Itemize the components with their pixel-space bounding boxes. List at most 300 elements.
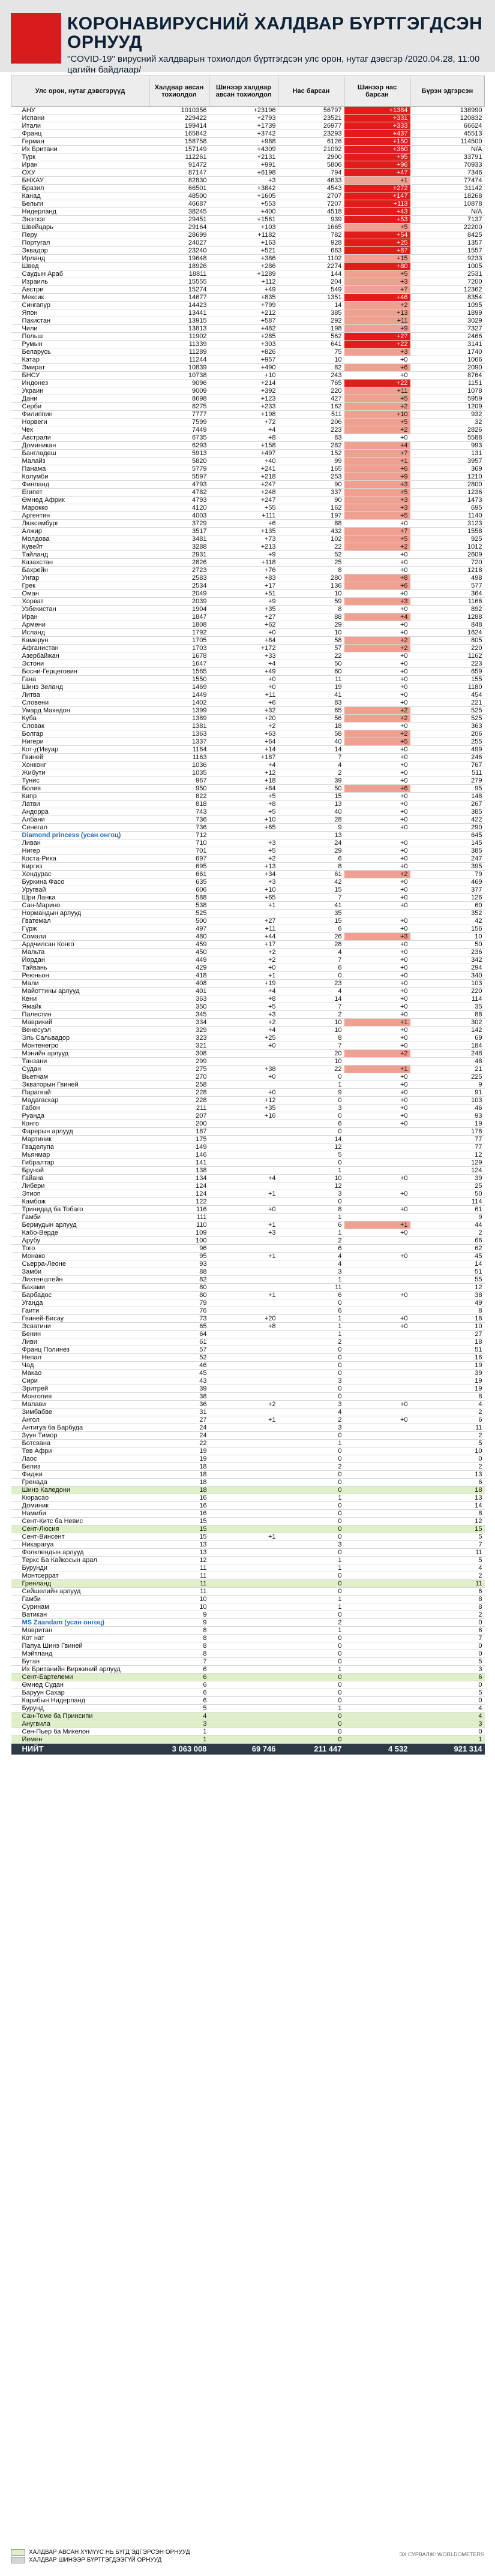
- cell-country: Парагвай: [11, 1089, 149, 1097]
- cell-recovered: 22200: [410, 224, 485, 231]
- cell-deaths: 2707: [278, 192, 344, 200]
- cell-country: Литва: [11, 691, 149, 699]
- cell-country: Гренланд: [11, 1580, 149, 1588]
- cell-cases: 9096: [149, 380, 209, 387]
- cell-recovered: 50: [410, 1190, 485, 1198]
- cell-new-cases: +247: [209, 496, 278, 504]
- cell-deaths: 0: [278, 1354, 344, 1362]
- cell-country: Филиппин: [11, 411, 149, 419]
- cell-country: Бермудын арлууд: [11, 1221, 149, 1229]
- table-row: [11, 1034, 485, 1042]
- cell-deaths: 2: [278, 1463, 344, 1471]
- cell-deaths: 26977: [278, 122, 344, 130]
- cell-new-deaths: +3: [344, 496, 410, 504]
- cell-country: Нидерланд: [11, 208, 149, 216]
- cell-new-cases: [209, 1081, 278, 1089]
- cell-new-deaths: +0: [344, 1323, 410, 1331]
- table-row: [11, 294, 485, 302]
- table-row: [11, 855, 485, 863]
- table-row: [11, 1525, 485, 1533]
- cell-cases: 1: [149, 1728, 209, 1736]
- cell-cases: 8: [149, 1642, 209, 1650]
- cell-new-cases: +0: [209, 1073, 278, 1081]
- cell-new-cases: [209, 910, 278, 917]
- cell-deaths: 50: [278, 660, 344, 668]
- table-row: [11, 1081, 485, 1089]
- cell-cases: 18: [149, 1479, 209, 1486]
- cell-country: Ямайк: [11, 1003, 149, 1011]
- table-row: [11, 1533, 485, 1541]
- cell-new-deaths: +22: [344, 341, 410, 348]
- cell-recovered: 70933: [410, 161, 485, 169]
- table-row: [11, 1416, 485, 1424]
- cell-recovered: 1005: [410, 263, 485, 270]
- cell-deaths: 0: [278, 1588, 344, 1596]
- cell-recovered: 11: [410, 1580, 485, 1588]
- cell-deaths: 2: [278, 769, 344, 777]
- cell-cases: 6293: [149, 442, 209, 450]
- cell-recovered: N/A: [410, 146, 485, 154]
- cell-deaths: 56797: [278, 107, 344, 115]
- cell-new-deaths: +0: [344, 1229, 410, 1237]
- cell-country: Румын: [11, 341, 149, 348]
- cell-country: Йемен: [11, 1736, 149, 1744]
- cell-country: Гибралтар: [11, 1159, 149, 1167]
- cell-cases: 45: [149, 1370, 209, 1377]
- table-row: [11, 325, 485, 333]
- table-row: [11, 956, 485, 964]
- cell-new-deaths: +0: [344, 1081, 410, 1089]
- table-row: [11, 528, 485, 535]
- cell-cases: 10: [149, 1603, 209, 1611]
- cell-new-cases: +5: [209, 1003, 278, 1011]
- cell-recovered: 7: [410, 1541, 485, 1549]
- cell-cases: 5: [149, 1705, 209, 1713]
- table-row: [11, 1198, 485, 1206]
- cell-country: Кени: [11, 995, 149, 1003]
- cell-deaths: 3: [278, 1541, 344, 1549]
- cell-deaths: 3: [278, 1424, 344, 1432]
- cell-deaths: 253: [278, 473, 344, 481]
- cell-new-cases: +4: [209, 988, 278, 995]
- cell-country: Diamond princess (усан онгоц): [11, 832, 149, 839]
- cell-recovered: 0: [410, 1728, 485, 1736]
- cell-new-deaths: [344, 1245, 410, 1253]
- cell-country: Болгар: [11, 730, 149, 738]
- cell-recovered: 1: [410, 1736, 485, 1744]
- cell-deaths: 102: [278, 535, 344, 543]
- cell-deaths: 1: [278, 1557, 344, 1564]
- cell-new-cases: [209, 1588, 278, 1596]
- cell-new-deaths: +2: [344, 707, 410, 715]
- cell-deaths: 56: [278, 715, 344, 723]
- cell-new-cases: +392: [209, 387, 278, 395]
- cell-new-deaths: +43: [344, 208, 410, 216]
- cell-recovered: 13: [410, 1494, 485, 1502]
- cell-new-deaths: +0: [344, 917, 410, 925]
- cell-new-cases: +44: [209, 933, 278, 941]
- table-row: [11, 364, 485, 372]
- table-row: [11, 1619, 485, 1627]
- cell-country: Хонконг: [11, 762, 149, 769]
- cell-new-deaths: +0: [344, 691, 410, 699]
- cell-recovered: 31142: [410, 185, 485, 192]
- cell-deaths: 282: [278, 442, 344, 450]
- cell-cases: 43: [149, 1377, 209, 1385]
- cell-cases: 10738: [149, 372, 209, 380]
- cell-deaths: 0: [278, 1370, 344, 1377]
- cell-new-deaths: +15: [344, 255, 410, 263]
- cell-cases: 3481: [149, 535, 209, 543]
- cell-country: Болив: [11, 785, 149, 793]
- cell-deaths: 42: [278, 878, 344, 886]
- cell-deaths: 0: [278, 1713, 344, 1720]
- cell-deaths: 223: [278, 426, 344, 434]
- cell-new-deaths: [344, 1377, 410, 1385]
- cell-cases: 7777: [149, 411, 209, 419]
- cell-cases: 1389: [149, 715, 209, 723]
- cell-recovered: 220: [410, 988, 485, 995]
- cell-deaths: 204: [278, 278, 344, 286]
- cell-country: Шинэ Зеланд: [11, 684, 149, 691]
- cell-new-cases: +988: [209, 138, 278, 146]
- cell-recovered: 178: [410, 1128, 485, 1136]
- cell-recovered: 8: [410, 1393, 485, 1401]
- cell-new-cases: +2131: [209, 154, 278, 161]
- cell-deaths: 1: [278, 1323, 344, 1331]
- cell-recovered: 340: [410, 972, 485, 980]
- table-row: [11, 1299, 485, 1307]
- table-row: [11, 1315, 485, 1323]
- cell-new-cases: [209, 1627, 278, 1635]
- cell-new-cases: [209, 1518, 278, 1525]
- table-row: [11, 637, 485, 645]
- cell-new-cases: +2: [209, 949, 278, 956]
- table-row: [11, 590, 485, 598]
- cell-new-cases: [209, 1635, 278, 1642]
- cell-country: Унгар: [11, 574, 149, 582]
- cell-recovered: 10: [410, 933, 485, 941]
- cell-deaths: 8: [278, 1034, 344, 1042]
- cell-new-cases: +11: [209, 691, 278, 699]
- cell-new-deaths: +95: [344, 154, 410, 161]
- table-row: [11, 286, 485, 294]
- cell-country: Чех: [11, 426, 149, 434]
- cell-cases: 275: [149, 1066, 209, 1073]
- cell-new-cases: +490: [209, 364, 278, 372]
- cell-country: Сен-Пьер ба Микелон: [11, 1728, 149, 1736]
- cell-recovered: 18: [410, 1486, 485, 1494]
- cell-deaths: 2900: [278, 154, 344, 161]
- table-row: [11, 1260, 485, 1268]
- cell-country: Дани: [11, 395, 149, 403]
- cell-country: Мали: [11, 980, 149, 988]
- table-row: [11, 309, 485, 317]
- cell-recovered: 0: [410, 1681, 485, 1689]
- cell-new-deaths: +0: [344, 793, 410, 801]
- cell-new-cases: +158: [209, 442, 278, 450]
- cell-new-deaths: [344, 1338, 410, 1346]
- cell-recovered: 46: [410, 1105, 485, 1112]
- cell-country: Майоттины арлууд: [11, 988, 149, 995]
- cell-recovered: 805: [410, 637, 485, 645]
- cell-deaths: 0: [278, 1198, 344, 1206]
- cell-cases: 818: [149, 801, 209, 808]
- cell-new-deaths: [344, 1409, 410, 1416]
- cell-deaths: 0: [278, 1736, 344, 1744]
- cell-new-deaths: +0: [344, 754, 410, 762]
- cell-new-deaths: [344, 1557, 410, 1564]
- cell-deaths: 0: [278, 1510, 344, 1518]
- cell-cases: 5913: [149, 450, 209, 458]
- cell-new-deaths: +0: [344, 676, 410, 684]
- country-cases-table: [11, 76, 485, 1755]
- cell-new-cases: +8: [209, 995, 278, 1003]
- cell-new-cases: +497: [209, 450, 278, 458]
- cell-new-deaths: [344, 1658, 410, 1666]
- cell-new-deaths: +0: [344, 1097, 410, 1105]
- table-row: [11, 629, 485, 637]
- cell-new-deaths: [344, 1471, 410, 1479]
- cell-deaths: 197: [278, 512, 344, 520]
- cell-new-deaths: +0: [344, 372, 410, 380]
- cell-new-cases: +0: [209, 1042, 278, 1050]
- cell-recovered: 2826: [410, 426, 485, 434]
- cell-new-deaths: +5: [344, 224, 410, 231]
- cell-cases: 321: [149, 1042, 209, 1050]
- cell-cases: 80: [149, 1292, 209, 1299]
- cell-cases: 3288: [149, 543, 209, 551]
- cell-cases: 48500: [149, 192, 209, 200]
- cell-deaths: 25: [278, 559, 344, 567]
- cell-deaths: 12: [278, 1143, 344, 1151]
- cell-cases: 64: [149, 1331, 209, 1338]
- cell-new-cases: +83: [209, 574, 278, 582]
- cell-new-cases: +9: [209, 551, 278, 559]
- cell-recovered: 499: [410, 746, 485, 754]
- cell-new-deaths: +27: [344, 333, 410, 341]
- cell-country: Албани: [11, 816, 149, 824]
- cell-new-cases: +135: [209, 528, 278, 535]
- cell-new-cases: +799: [209, 302, 278, 309]
- cell-country: Финланд: [11, 481, 149, 489]
- cell-deaths: 0: [278, 1346, 344, 1354]
- table-row: [11, 793, 485, 801]
- cell-cases: 88: [149, 1268, 209, 1276]
- col-header-country: Улс орон, нутаг дэвсгэрүүд: [11, 76, 149, 107]
- cell-recovered: 5: [410, 1689, 485, 1697]
- cell-deaths: 4: [278, 1260, 344, 1268]
- cell-deaths: 10: [278, 590, 344, 598]
- cell-country: Йордан: [11, 956, 149, 964]
- cell-deaths: 6: [278, 855, 344, 863]
- cell-recovered: 51: [410, 1346, 485, 1354]
- cell-country: Сент-Китс ба Невис: [11, 1518, 149, 1525]
- cell-new-cases: +0: [209, 676, 278, 684]
- cell-new-cases: [209, 1198, 278, 1206]
- cell-new-cases: [209, 1284, 278, 1292]
- cell-cases: 1469: [149, 684, 209, 691]
- table-row: [11, 1572, 485, 1580]
- cell-new-cases: +3: [209, 1011, 278, 1019]
- cell-cases: 1550: [149, 676, 209, 684]
- cell-recovered: 645: [410, 832, 485, 839]
- cell-new-deaths: +2: [344, 715, 410, 723]
- table-row: [11, 1050, 485, 1058]
- cell-new-cases: +386: [209, 255, 278, 263]
- cell-recovered: 12: [410, 1518, 485, 1525]
- cell-country: Фолклендын арлууд: [11, 1549, 149, 1557]
- cell-deaths: 10: [278, 629, 344, 637]
- table-row: [11, 1549, 485, 1557]
- cell-new-cases: +55: [209, 504, 278, 512]
- cell-cases: 401: [149, 988, 209, 995]
- cell-recovered: 14: [410, 1260, 485, 1268]
- cell-deaths: 23: [278, 980, 344, 988]
- cell-new-deaths: [344, 1596, 410, 1603]
- cell-new-cases: +3: [209, 878, 278, 886]
- cell-recovered: 27: [410, 1331, 485, 1338]
- cell-recovered: 498: [410, 574, 485, 582]
- cell-country: Андорра: [11, 808, 149, 816]
- cell-country: Маврикий: [11, 1019, 149, 1027]
- table-row: [11, 995, 485, 1003]
- cell-recovered: 12: [410, 1151, 485, 1159]
- cell-cases: 6: [149, 1697, 209, 1705]
- table-row: [11, 660, 485, 668]
- cell-cases: 4793: [149, 496, 209, 504]
- table-row: [11, 1362, 485, 1370]
- cell-country: Өмнөд Судан: [11, 1681, 149, 1689]
- cell-cases: 16: [149, 1502, 209, 1510]
- cell-new-cases: +103: [209, 224, 278, 231]
- cell-recovered: 302: [410, 1019, 485, 1027]
- cell-recovered: 0: [410, 1697, 485, 1705]
- cell-cases: 822: [149, 793, 209, 801]
- cell-deaths: 99: [278, 458, 344, 465]
- cell-new-cases: +0: [209, 629, 278, 637]
- cell-recovered: 79: [410, 871, 485, 878]
- cell-recovered: 1166: [410, 598, 485, 606]
- cell-cases: 24: [149, 1432, 209, 1440]
- cell-country: Оман: [11, 590, 149, 598]
- cell-deaths: 8: [278, 606, 344, 613]
- cell-deaths: 10: [278, 356, 344, 364]
- table-row: [11, 1448, 485, 1455]
- cell-country: Брунэй: [11, 1167, 149, 1175]
- cell-recovered: 2466: [410, 333, 485, 341]
- cell-country: Конго: [11, 1120, 149, 1128]
- cell-new-deaths: +0: [344, 855, 410, 863]
- cell-new-deaths: [344, 1666, 410, 1674]
- cell-cases: 4003: [149, 512, 209, 520]
- cell-new-cases: +400: [209, 208, 278, 216]
- cell-deaths: 939: [278, 216, 344, 224]
- cell-cases: 175: [149, 1136, 209, 1143]
- cell-new-deaths: +53: [344, 216, 410, 224]
- cell-deaths: 0: [278, 1549, 344, 1557]
- cell-new-deaths: +9: [344, 473, 410, 481]
- cell-new-cases: +10: [209, 816, 278, 824]
- cell-deaths: 26: [278, 933, 344, 941]
- cell-deaths: 6: [278, 964, 344, 972]
- cell-country: Мальта: [11, 949, 149, 956]
- cell-deaths: 1102: [278, 255, 344, 263]
- cell-new-deaths: [344, 1479, 410, 1486]
- cell-recovered: 1624: [410, 629, 485, 637]
- col-header-new-cases: Шинээр халдвар авсан тохиолдол: [209, 76, 278, 107]
- cell-cases: 6: [149, 1674, 209, 1681]
- cell-deaths: 12: [278, 1182, 344, 1190]
- cell-new-deaths: [344, 1354, 410, 1362]
- cell-deaths: 152: [278, 450, 344, 458]
- cell-country: Этиоп: [11, 1190, 149, 1198]
- cell-country: Лихтенштейн: [11, 1276, 149, 1284]
- table-row: [11, 839, 485, 847]
- cell-country: Бельги: [11, 200, 149, 208]
- cell-country: Сьерра-Леоне: [11, 1260, 149, 1268]
- cell-new-deaths: +22: [344, 380, 410, 387]
- cell-cases: 345: [149, 1011, 209, 1019]
- cell-country: Ардчилсан Конго: [11, 941, 149, 949]
- cell-recovered: 2609: [410, 551, 485, 559]
- cell-new-cases: +187: [209, 754, 278, 762]
- cell-new-deaths: [344, 1502, 410, 1510]
- table-row: [11, 902, 485, 910]
- cell-cases: 1705: [149, 637, 209, 645]
- cell-new-cases: +4: [209, 1175, 278, 1182]
- cell-new-cases: +25: [209, 1034, 278, 1042]
- cell-cases: 525: [149, 910, 209, 917]
- cell-new-cases: +1605: [209, 192, 278, 200]
- cell-new-cases: [209, 1424, 278, 1432]
- cell-deaths: 144: [278, 270, 344, 278]
- cell-country: Гүрж: [11, 925, 149, 933]
- cell-recovered: 7: [410, 1635, 485, 1642]
- cell-new-deaths: +0: [344, 925, 410, 933]
- cell-new-cases: +17: [209, 941, 278, 949]
- table-row: [11, 1650, 485, 1658]
- cell-new-cases: [209, 1611, 278, 1619]
- cell-deaths: 1: [278, 1705, 344, 1713]
- cell-country: Египет: [11, 489, 149, 496]
- cell-cases: 8: [149, 1627, 209, 1635]
- cell-recovered: 267: [410, 801, 485, 808]
- cell-new-deaths: [344, 1198, 410, 1206]
- cell-country: Бахрейн: [11, 567, 149, 574]
- table-row: [11, 1377, 485, 1385]
- cell-deaths: 19: [278, 684, 344, 691]
- cell-deaths: 0: [278, 1128, 344, 1136]
- cell-recovered: 10878: [410, 200, 485, 208]
- cell-new-cases: +1: [209, 902, 278, 910]
- table-row: [11, 1268, 485, 1276]
- cell-deaths: 6: [278, 1245, 344, 1253]
- cell-new-cases: [209, 1525, 278, 1533]
- cell-new-cases: +214: [209, 380, 278, 387]
- cell-cases: 228: [149, 1089, 209, 1097]
- table-row: [11, 1720, 485, 1728]
- cell-recovered: 35: [410, 1003, 485, 1011]
- cell-country: Колумби: [11, 473, 149, 481]
- cell-new-cases: [209, 1151, 278, 1159]
- cell-new-cases: +286: [209, 263, 278, 270]
- cell-cases: 967: [149, 777, 209, 785]
- cell-recovered: 8354: [410, 294, 485, 302]
- cell-cases: 112261: [149, 154, 209, 161]
- cell-cases: 29451: [149, 216, 209, 224]
- cell-deaths: 13: [278, 832, 344, 839]
